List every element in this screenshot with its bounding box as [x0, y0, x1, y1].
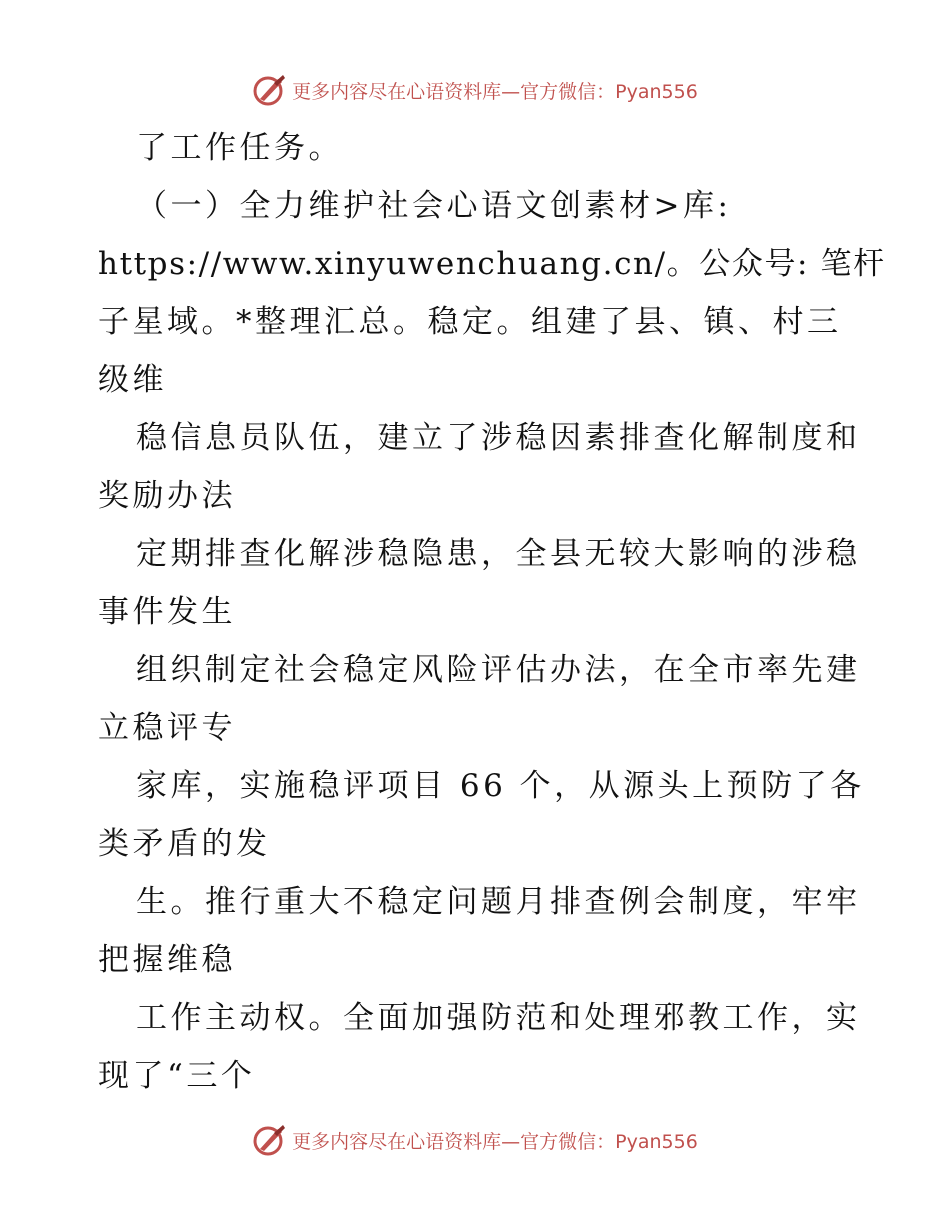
watermark-text: 更多内容尽在心语资料库—官方微信：Pyan556 — [292, 1130, 698, 1153]
text-line: 立稳评专 — [98, 710, 236, 746]
watermark-text: 更多内容尽在心语资料库—官方微信：Pyan556 — [292, 80, 698, 103]
text-line: 类矛盾的发 — [98, 826, 271, 862]
text-line: 工作主动权。全面加强防范和处理邪教工作，实 — [136, 1000, 861, 1036]
text-line: 奖励办法 — [98, 478, 236, 514]
text-line-url: https://www.xinyuwenchuang.cn/。公众号: 笔杆 — [98, 246, 886, 282]
pen-feather-logo-icon — [252, 1123, 288, 1157]
text-line: 生。推行重大不稳定问题月排查例会制度，牢牢 — [136, 884, 861, 920]
text-line: 定期排查化解涉稳隐患，全县无较大影响的涉稳 — [136, 536, 861, 572]
text-line: 事件发生 — [98, 594, 236, 630]
header-watermark — [0, 70, 950, 110]
pen-feather-logo-icon — [252, 73, 288, 107]
text-line: 家库，实施稳评项目 66 个，从源头上预防了各 — [136, 768, 865, 804]
text-line: 稳信息员队伍，建立了涉稳因素排查化解制度和 — [136, 420, 861, 456]
text-line: 子星域。*整理汇总。稳定。组建了县、镇、村三 — [98, 304, 842, 340]
text-line: 现了“三个 — [98, 1058, 256, 1094]
text-line: 级维 — [98, 362, 167, 398]
text-line: 把握维稳 — [98, 942, 236, 978]
footer-watermark — [0, 1120, 950, 1160]
text-line: 了工作任务。 — [136, 130, 343, 166]
text-line: （一）全力维护社会心语文创素材>库: — [136, 188, 732, 224]
text-line: 组织制定社会稳定风险评估办法，在全市率先建 — [136, 652, 861, 688]
